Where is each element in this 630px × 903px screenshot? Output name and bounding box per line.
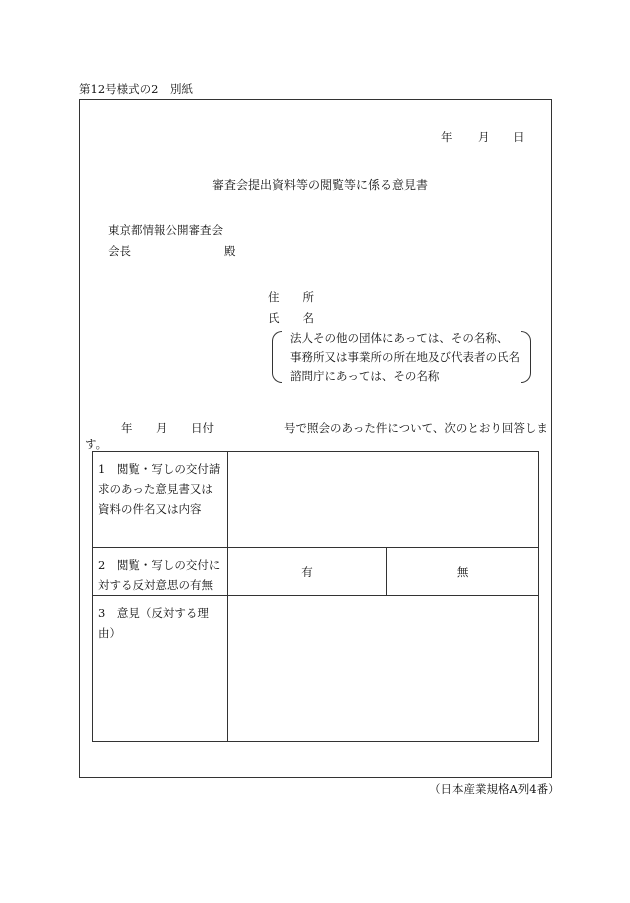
request-subject-label [93, 452, 228, 548]
request-subject-field[interactable] [227, 452, 538, 548]
objection-label-line-1: 2 閲覧・写しの交付に [98, 558, 221, 572]
date-month-label: 月 [478, 130, 490, 144]
body-day-ref: 日付 [191, 421, 214, 435]
body-text-wrap: す。 [85, 437, 108, 451]
addressee-honorific: 殿 [224, 244, 236, 258]
opinion-label [93, 596, 228, 742]
request-subject-label-line-2: 求のあった意見書又は [98, 482, 213, 496]
bracket-left [272, 331, 282, 383]
objection-label-line-2: 対する反対意思の有無 [98, 578, 213, 592]
opinion-label-text: 3 意見（反対する理由） [98, 606, 209, 640]
addressee-organization: 東京都情報公開審査会 [108, 223, 223, 237]
body-text: 号で照会のあった件について、次のとおり回答しま [284, 421, 548, 435]
objection-no-option[interactable]: 無 [387, 548, 539, 596]
footer-note: （日本産業規格A列4番） [429, 782, 560, 796]
table-row-objection [93, 548, 539, 596]
request-subject-label-line-1: 1 閲覧・写しの交付請 [98, 462, 221, 476]
respondent-note-line-1: 法人その他の団体にあっては、その名称、 [290, 331, 509, 345]
name-label: 氏 名 [268, 311, 314, 325]
respondent-note-line-3: 諮問庁にあっては、その名称 [290, 369, 440, 383]
document-title: 審査会提出資料等の閲覧等に係る意見書 [212, 178, 429, 192]
body-month: 月 [156, 421, 168, 435]
response-table [92, 451, 539, 742]
request-subject-label-line-3: 資料の件名又は内容 [98, 502, 202, 516]
table-row-opinion [93, 596, 539, 742]
objection-yes-option[interactable]: 有 [227, 548, 387, 596]
respondent-note-line-2: 事務所又は事業所の所在地及び代表者の氏名 [290, 350, 520, 364]
date-day-label: 日 [513, 130, 525, 144]
objection-label [93, 548, 228, 596]
opinion-field[interactable] [227, 596, 538, 742]
table-row-request-subject [93, 452, 539, 548]
date-year-label: 年 [441, 130, 453, 144]
body-year: 年 [121, 421, 133, 435]
bracket-right [521, 331, 531, 383]
address-label: 住 所 [268, 290, 314, 304]
form-number: 第12号様式の2 別紙 [79, 82, 193, 96]
addressee-chair: 会長 [108, 244, 131, 258]
